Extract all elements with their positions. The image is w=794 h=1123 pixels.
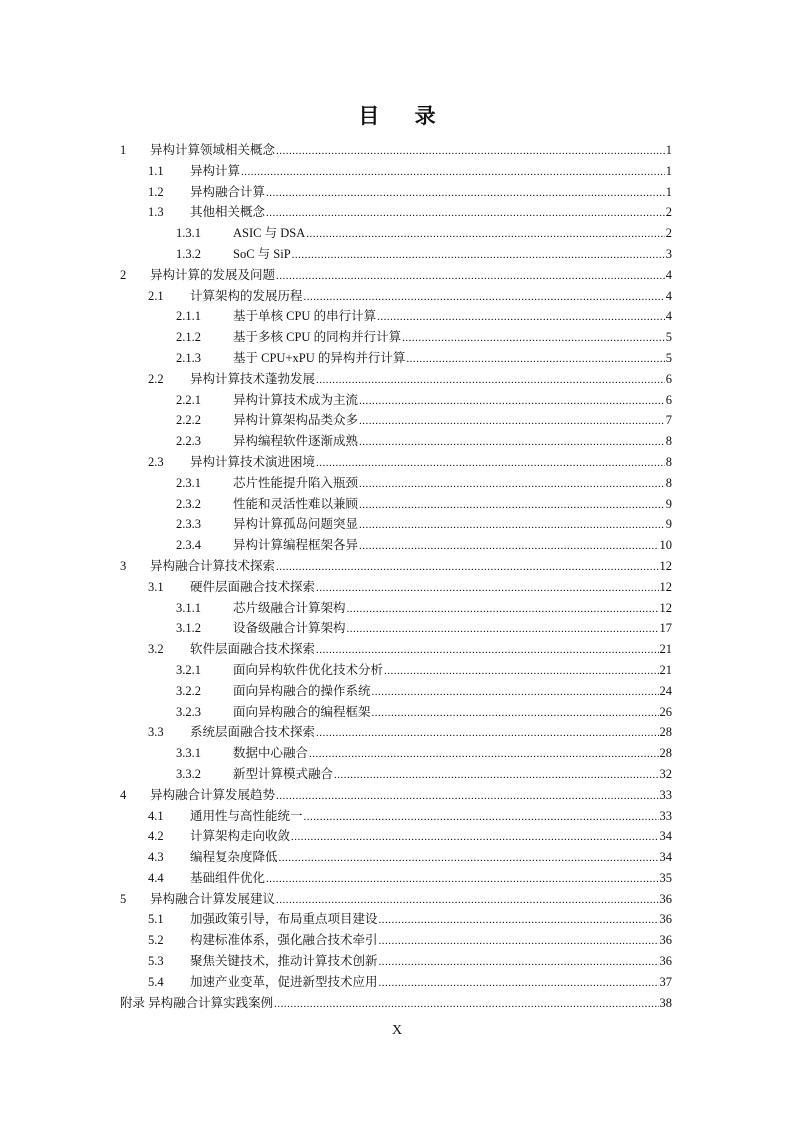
toc-entry-page: 28: [659, 725, 672, 740]
toc-entry-page: 9: [665, 496, 672, 511]
toc-entry-label: 软件层面融合技术探索: [190, 642, 316, 657]
toc-entry-number: 3.3.1: [176, 746, 201, 761]
page-number: X: [391, 1023, 403, 1038]
toc-entry-page: 17: [659, 621, 672, 636]
toc-entry-level-2[interactable]: [120, 909, 672, 930]
toc-entry-number: 2.2.2: [176, 413, 201, 428]
toc-entry-number: 1.3.2: [176, 246, 201, 261]
dot-leader: [377, 307, 665, 328]
toc-entry-label: 异构计算的发展及问题: [150, 267, 276, 282]
toc-entry-label: 异构计算: [190, 163, 241, 178]
toc-entry-label: 异构计算领域相关概念: [150, 143, 276, 157]
table-of-contents: [120, 140, 672, 1013]
toc-entry-label: 面向异构融合的操作系统: [233, 683, 371, 698]
toc-entry-page: 38: [659, 995, 672, 1010]
toc-entry-level-1[interactable]: [120, 556, 672, 577]
toc-entry-label: 异构计算架构品类众多: [233, 413, 359, 428]
toc-entry-page: 8: [665, 434, 672, 449]
toc-entry-page: 4: [665, 288, 672, 303]
toc-entry-number: 2.2.1: [176, 392, 201, 407]
dot-leader: [316, 453, 665, 474]
toc-entry-level-2[interactable]: [120, 826, 672, 847]
toc-entry-number: 2.2.3: [176, 434, 201, 449]
toc-entry-page: 6: [665, 392, 672, 407]
toc-entry-page: 33: [659, 808, 672, 823]
toc-entry-label: 芯片性能提升陷入瓶颈: [233, 475, 359, 490]
toc-entry-number: 3.2: [148, 642, 164, 657]
toc-entry-level-3[interactable]: [120, 410, 672, 431]
toc-entry-label: 基于 CPU+xPU 的异构并行计算: [233, 350, 406, 365]
toc-entry-label: 异构计算孤岛问题突显: [233, 517, 359, 532]
dot-leader: [379, 973, 659, 994]
toc-entry-number: 2.1: [148, 288, 164, 303]
toc-entry-page: 12: [659, 558, 672, 573]
toc-entry-level-3[interactable]: [120, 514, 672, 535]
dot-leader: [379, 931, 659, 952]
toc-entry-level-1[interactable]: [120, 889, 672, 910]
toc-entry-page: 37: [659, 974, 672, 989]
toc-entry-number: 1.1: [148, 163, 164, 178]
toc-entry-label: 通用性与高性能统一: [190, 808, 303, 823]
toc-entry-level-3[interactable]: [120, 348, 672, 369]
toc-entry-page: 36: [659, 933, 672, 948]
toc-entry-level-2[interactable]: [120, 577, 672, 598]
dot-leader: [379, 910, 659, 931]
toc-entry-page: 35: [659, 870, 672, 885]
toc-entry-page: 33: [659, 787, 672, 802]
toc-entry-label: 异构融合计算发展趋势: [150, 787, 276, 802]
toc-entry-page: 10: [659, 538, 672, 553]
toc-entry-number: 3.1.2: [176, 621, 201, 636]
toc-entry-number: 3.1.1: [176, 600, 201, 615]
toc-entry-level-3[interactable]: [120, 327, 672, 348]
toc-entry-label: 加强政策引导，布局重点项目建设: [190, 912, 378, 927]
dot-leader: [276, 266, 665, 287]
dot-leader: [359, 391, 665, 412]
toc-entry-label: 新型计算模式融合: [233, 766, 334, 781]
toc-entry-label: 基础组件优化: [190, 870, 266, 885]
toc-entry-page: 34: [659, 850, 672, 865]
toc-entry-number: 2.3.3: [176, 517, 201, 532]
toc-entry-label: 芯片级融合计算架构: [233, 600, 346, 615]
toc-entry-label: 性能和灵活性难以兼顾: [233, 496, 359, 511]
toc-entry-number: 3.2.3: [176, 704, 201, 719]
toc-entry-page: 36: [659, 912, 672, 927]
toc-entry-number: 5.3: [148, 954, 164, 969]
dot-leader: [274, 994, 658, 1015]
toc-entry-level-3[interactable]: [120, 660, 672, 681]
toc-entry-page: 1: [665, 163, 672, 178]
toc-entry-label: 异构计算技术演进困境: [190, 454, 316, 469]
dot-leader: [379, 952, 659, 973]
dot-leader: [266, 869, 658, 890]
dot-leader: [359, 432, 665, 453]
toc-entry-label: 异构融合计算: [190, 184, 266, 199]
toc-entry-number: 4: [120, 787, 127, 802]
toc-entry-page: 28: [659, 746, 672, 761]
toc-entry-page: 1: [665, 143, 672, 157]
dot-leader: [316, 640, 658, 661]
toc-entry-number: 3: [120, 558, 127, 573]
toc-entry-page: 6: [665, 371, 672, 386]
toc-entry-number: 2.2: [148, 371, 164, 386]
toc-entry-level-3[interactable]: [120, 473, 672, 494]
toc-entry-label: 计算架构走向收敛: [190, 829, 291, 844]
dot-leader: [276, 141, 665, 162]
toc-entry-number: 2: [120, 267, 127, 282]
dot-leader: [359, 536, 658, 557]
toc-entry-page: 12: [659, 579, 672, 594]
toc-entry-label: 异构计算技术成为主流: [233, 392, 359, 407]
toc-entry-label: 计算架构的发展历程: [190, 288, 303, 303]
toc-entry-label: 设备级融合计算架构: [233, 621, 346, 636]
toc-entry-level-3[interactable]: [120, 494, 672, 515]
toc-entry-number: 3.3.2: [176, 766, 201, 781]
toc-entry-page: 32: [659, 766, 672, 781]
toc-entry-label: 聚焦关键技术，推动计算技术创新: [190, 954, 378, 969]
toc-entry-number: 2.3.2: [176, 496, 201, 511]
page-title: 目 录: [358, 104, 450, 128]
dot-leader: [347, 619, 659, 640]
toc-entry-level-2[interactable]: [120, 639, 672, 660]
dot-leader: [316, 370, 665, 391]
toc-entry-level-2[interactable]: [120, 182, 672, 203]
toc-entry-page: 21: [659, 642, 672, 657]
toc-entry-number: 5.2: [148, 933, 164, 948]
dot-leader: [304, 287, 665, 308]
dot-leader: [359, 515, 665, 536]
toc-entry-page: 5: [665, 350, 672, 365]
dot-leader: [291, 827, 658, 848]
dot-leader: [359, 474, 665, 495]
toc-entry-number: 4.4: [148, 870, 164, 885]
dot-leader: [266, 183, 665, 204]
toc-entry-level-2[interactable]: [120, 847, 672, 868]
toc-entry-number: 5.1: [148, 912, 164, 927]
dot-leader: [316, 723, 658, 744]
toc-entry-appendix[interactable]: [120, 993, 672, 1014]
toc-entry-page: 7: [665, 413, 672, 428]
toc-entry-page: 8: [665, 454, 672, 469]
toc-entry-label: 异构融合计算发展建议: [150, 891, 276, 906]
toc-entry-page: 36: [659, 954, 672, 969]
toc-entry-level-1[interactable]: [120, 140, 672, 161]
toc-entry-level-3[interactable]: [120, 223, 672, 244]
toc-entry-label: 数据中心融合: [233, 746, 309, 761]
toc-entry-number: 4.2: [148, 829, 164, 844]
dot-leader: [402, 328, 665, 349]
toc-entry-level-2[interactable]: [120, 286, 672, 307]
toc-entry-number: 3.3: [148, 725, 164, 740]
dot-leader: [359, 411, 665, 432]
toc-entry-level-2[interactable]: [120, 722, 672, 743]
toc-entry-label: SoC 与 SiP: [233, 246, 291, 261]
toc-entry-level-2[interactable]: [120, 452, 672, 473]
toc-entry-label: 异构计算编程框架各异: [233, 538, 359, 553]
dot-leader: [372, 703, 659, 724]
toc-entry-label: 编程复杂度降低: [190, 850, 278, 865]
toc-entry-level-3[interactable]: [120, 618, 672, 639]
toc-entry-number: 3.1: [148, 579, 164, 594]
toc-entry-page: 36: [659, 891, 672, 906]
toc-entry-label: 异构融合计算技术探索: [150, 558, 276, 573]
toc-entry-level-2[interactable]: [120, 930, 672, 951]
toc-entry-number: 4.1: [148, 808, 164, 823]
toc-entry-level-2[interactable]: [120, 868, 672, 889]
toc-entry-page: 5: [665, 330, 672, 345]
dot-leader: [316, 578, 658, 599]
dot-leader: [372, 682, 659, 703]
toc-entry-level-1[interactable]: [120, 265, 672, 286]
dot-leader: [279, 848, 659, 869]
dot-leader: [266, 203, 665, 224]
dot-leader: [347, 599, 659, 620]
dot-leader: [406, 349, 664, 370]
toc-entry-label: 基于多核 CPU 的同构并行计算: [233, 330, 402, 345]
toc-entry-page: 24: [659, 683, 672, 698]
toc-entry-page: 34: [659, 829, 672, 844]
toc-entry-page: 3: [665, 246, 672, 261]
toc-entry-page: 26: [659, 704, 672, 719]
toc-entry-label: 附录 异构融合计算实践案例: [120, 995, 274, 1010]
toc-entry-label: 系统层面融合技术探索: [190, 725, 316, 740]
toc-entry-page: 8: [665, 475, 672, 490]
toc-entry-level-2[interactable]: [120, 369, 672, 390]
toc-entry-level-3[interactable]: [120, 306, 672, 327]
dot-leader: [359, 495, 665, 516]
toc-entry-level-3[interactable]: [120, 598, 672, 619]
toc-entry-number: 1.3.1: [176, 226, 201, 241]
dot-leader: [304, 807, 659, 828]
dot-leader: [276, 786, 658, 807]
toc-entry-number: 5.4: [148, 974, 164, 989]
toc-entry-number: 3.2.2: [176, 683, 201, 698]
toc-entry-label: 硬件层面融合技术探索: [190, 579, 316, 594]
toc-entry-page: 4: [665, 267, 672, 282]
toc-entry-page: 12: [659, 600, 672, 615]
toc-entry-page: 4: [665, 309, 672, 324]
toc-entry-level-3[interactable]: [120, 390, 672, 411]
toc-entry-level-3[interactable]: [120, 431, 672, 452]
toc-entry-level-2[interactable]: [120, 806, 672, 827]
toc-entry-label: 面向异构融合的编程框架: [233, 704, 371, 719]
toc-entry-number: 2.3.4: [176, 538, 201, 553]
toc-entry-level-2[interactable]: [120, 951, 672, 972]
toc-entry-number: 2.1.1: [176, 309, 201, 324]
dot-leader: [276, 890, 658, 911]
dot-leader: [276, 557, 658, 578]
toc-entry-page: 21: [659, 662, 672, 677]
dot-leader: [309, 744, 658, 765]
toc-entry-number: 5: [120, 891, 127, 906]
toc-entry-page: 1: [665, 184, 672, 199]
toc-entry-number: 1.2: [148, 184, 164, 199]
toc-entry-level-2[interactable]: [120, 161, 672, 182]
dot-leader: [241, 162, 665, 183]
toc-entry-level-2[interactable]: [120, 202, 672, 223]
toc-entry-label: 异构编程软件逐渐成熟: [233, 434, 359, 449]
toc-entry-number: 1: [120, 143, 127, 157]
toc-entry-number: 2.1.2: [176, 330, 201, 345]
toc-entry-page: 2: [665, 205, 672, 220]
toc-entry-level-3[interactable]: [120, 743, 672, 764]
toc-entry-label: 构建标准体系，强化融合技术牵引: [190, 933, 378, 948]
toc-entry-label: 基于单核 CPU 的串行计算: [233, 309, 377, 324]
toc-entry-number: 4.3: [148, 850, 164, 865]
toc-entry-label: 其他相关概念: [190, 205, 266, 220]
toc-entry-number: 2.3: [148, 454, 164, 469]
dot-leader: [306, 224, 665, 245]
toc-entry-label: 异构计算技术蓬勃发展: [190, 371, 316, 386]
toc-entry-label: ASIC 与 DSA: [233, 226, 306, 241]
toc-entry-label: 加速产业变革，促进新型技术应用: [190, 974, 378, 989]
toc-entry-page: 9: [665, 517, 672, 532]
dot-leader: [334, 765, 658, 786]
dot-leader: [384, 661, 658, 682]
toc-entry-level-3[interactable]: [120, 702, 672, 723]
toc-entry-page: 2: [665, 226, 672, 241]
toc-entry-number: 2.1.3: [176, 350, 201, 365]
toc-entry-level-3[interactable]: [120, 535, 672, 556]
toc-entry-number: 3.2.1: [176, 662, 201, 677]
toc-entry-level-3[interactable]: [120, 244, 672, 265]
toc-entry-number: 1.3: [148, 205, 164, 220]
toc-entry-level-1[interactable]: [120, 785, 672, 806]
toc-entry-label: 面向异构软件优化技术分析: [233, 662, 384, 677]
toc-entry-number: 2.3.1: [176, 475, 201, 490]
toc-entry-level-3[interactable]: [120, 764, 672, 785]
toc-entry-level-3[interactable]: [120, 681, 672, 702]
dot-leader: [292, 245, 665, 266]
toc-entry-level-2[interactable]: [120, 972, 672, 993]
